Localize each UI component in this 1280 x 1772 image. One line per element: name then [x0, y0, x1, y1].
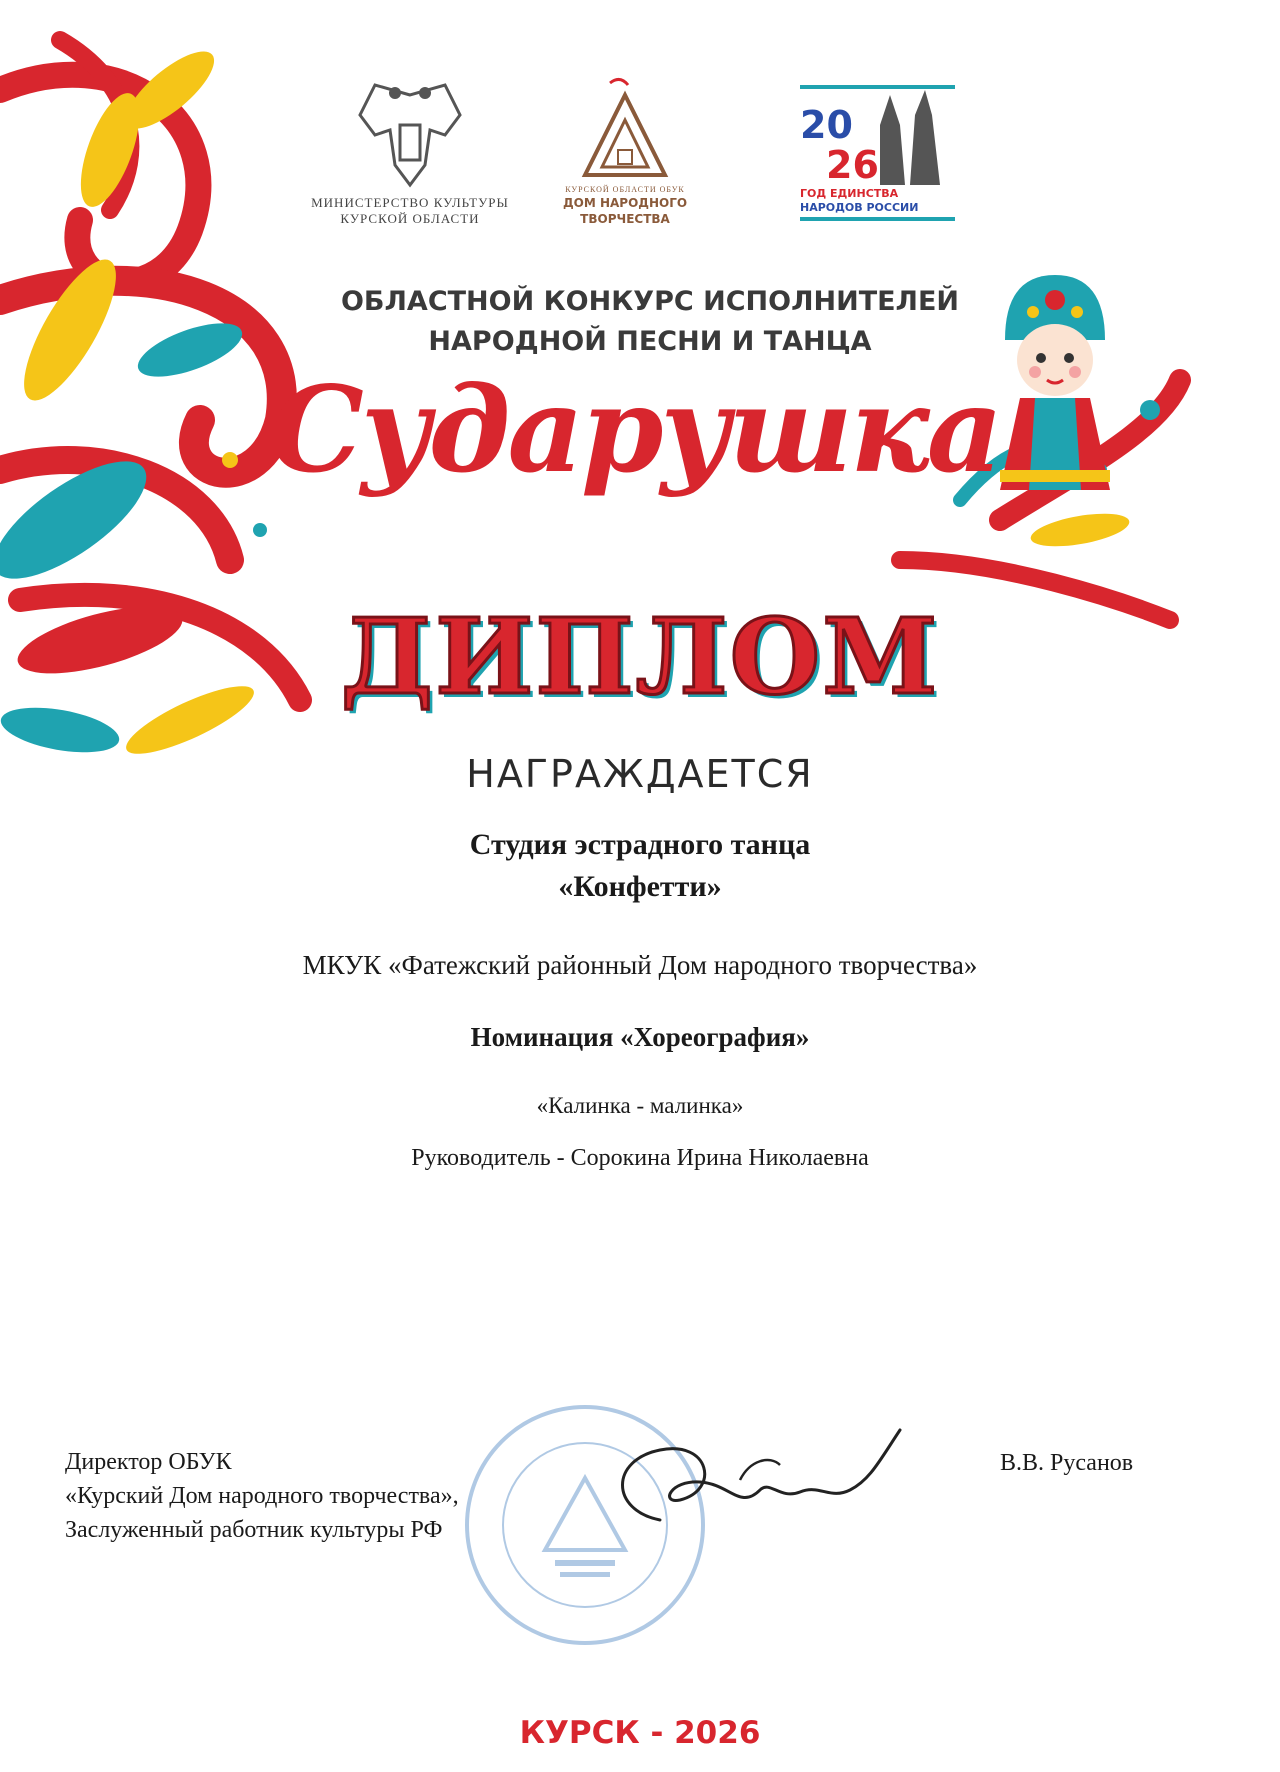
contest-title-line2: НАРОДНОЙ ПЕСНИ И ТАНЦА [428, 326, 872, 357]
awarded-heading: НАГРАЖДАЕТСЯ [466, 752, 814, 796]
unity-stripe-bottom [800, 217, 955, 221]
signatory-line2: «Курский Дом народного творчества», [65, 1483, 459, 1509]
contest-title-line1: ОБЛАСТНОЙ КОНКУРС ИСПОЛНИТЕЛЕЙ [340, 286, 960, 317]
signatory-name: В.В. Русанов [1000, 1450, 1134, 1476]
performance-piece: «Калинка - малинка» [536, 1093, 744, 1118]
leader-name: Руководитель - Сорокина Ирина Николаевна [411, 1145, 869, 1171]
matryoshka-doll-illustration [985, 270, 1125, 500]
house-name-line1: ДОМ НАРОДНОГО [562, 196, 688, 210]
ministry-name-line1: МИНИСТЕРСТВО КУЛЬТУРЫ [311, 195, 509, 210]
year-of-unity-logo [800, 85, 960, 245]
signatory-title [65, 1445, 585, 1547]
recipient-line1: Студия эстрадного танца [469, 828, 811, 861]
place-and-year: КУРСК - 2026 [519, 1715, 761, 1751]
ministry-name-line2: КУРСКОЙ ОБЛАСТИ [340, 211, 480, 226]
unity-line2: НАРОДОВ РОССИИ [800, 201, 919, 214]
unity-line1: ГОД ЕДИНСТВА [800, 187, 899, 200]
contest-title [300, 282, 1000, 362]
recipient-line2: «Конфетти» [558, 870, 722, 903]
handwritten-signature [600, 1420, 920, 1550]
house-logo-small-text: КУРСКОЙ ОБЛАСТИ ОБУК [565, 185, 685, 194]
year-top-digits: 20 [800, 103, 853, 147]
ministry-logo [300, 75, 520, 227]
monument-icon [860, 85, 950, 185]
year-bottom-digits: 26 [826, 143, 879, 187]
signatory-line1: Директор ОБУК [65, 1449, 232, 1475]
house-of-folk-art-logo [540, 75, 710, 227]
house-triangle-icon [580, 75, 670, 185]
logos-row [300, 75, 1000, 255]
double-headed-eagle-icon [355, 75, 465, 195]
contest-brand-name: Сударушка [270, 360, 1001, 499]
diploma-title: ДИПЛОМ [340, 595, 940, 718]
organization-name: МКУК «Фатежский районный Дом народного творчества» [302, 950, 978, 980]
signatory-line3: Заслуженный работник культуры РФ [65, 1517, 443, 1543]
nomination: Номинация «Хореография» [470, 1022, 810, 1052]
house-name-line2: ТВОРЧЕСТВА [580, 212, 670, 226]
